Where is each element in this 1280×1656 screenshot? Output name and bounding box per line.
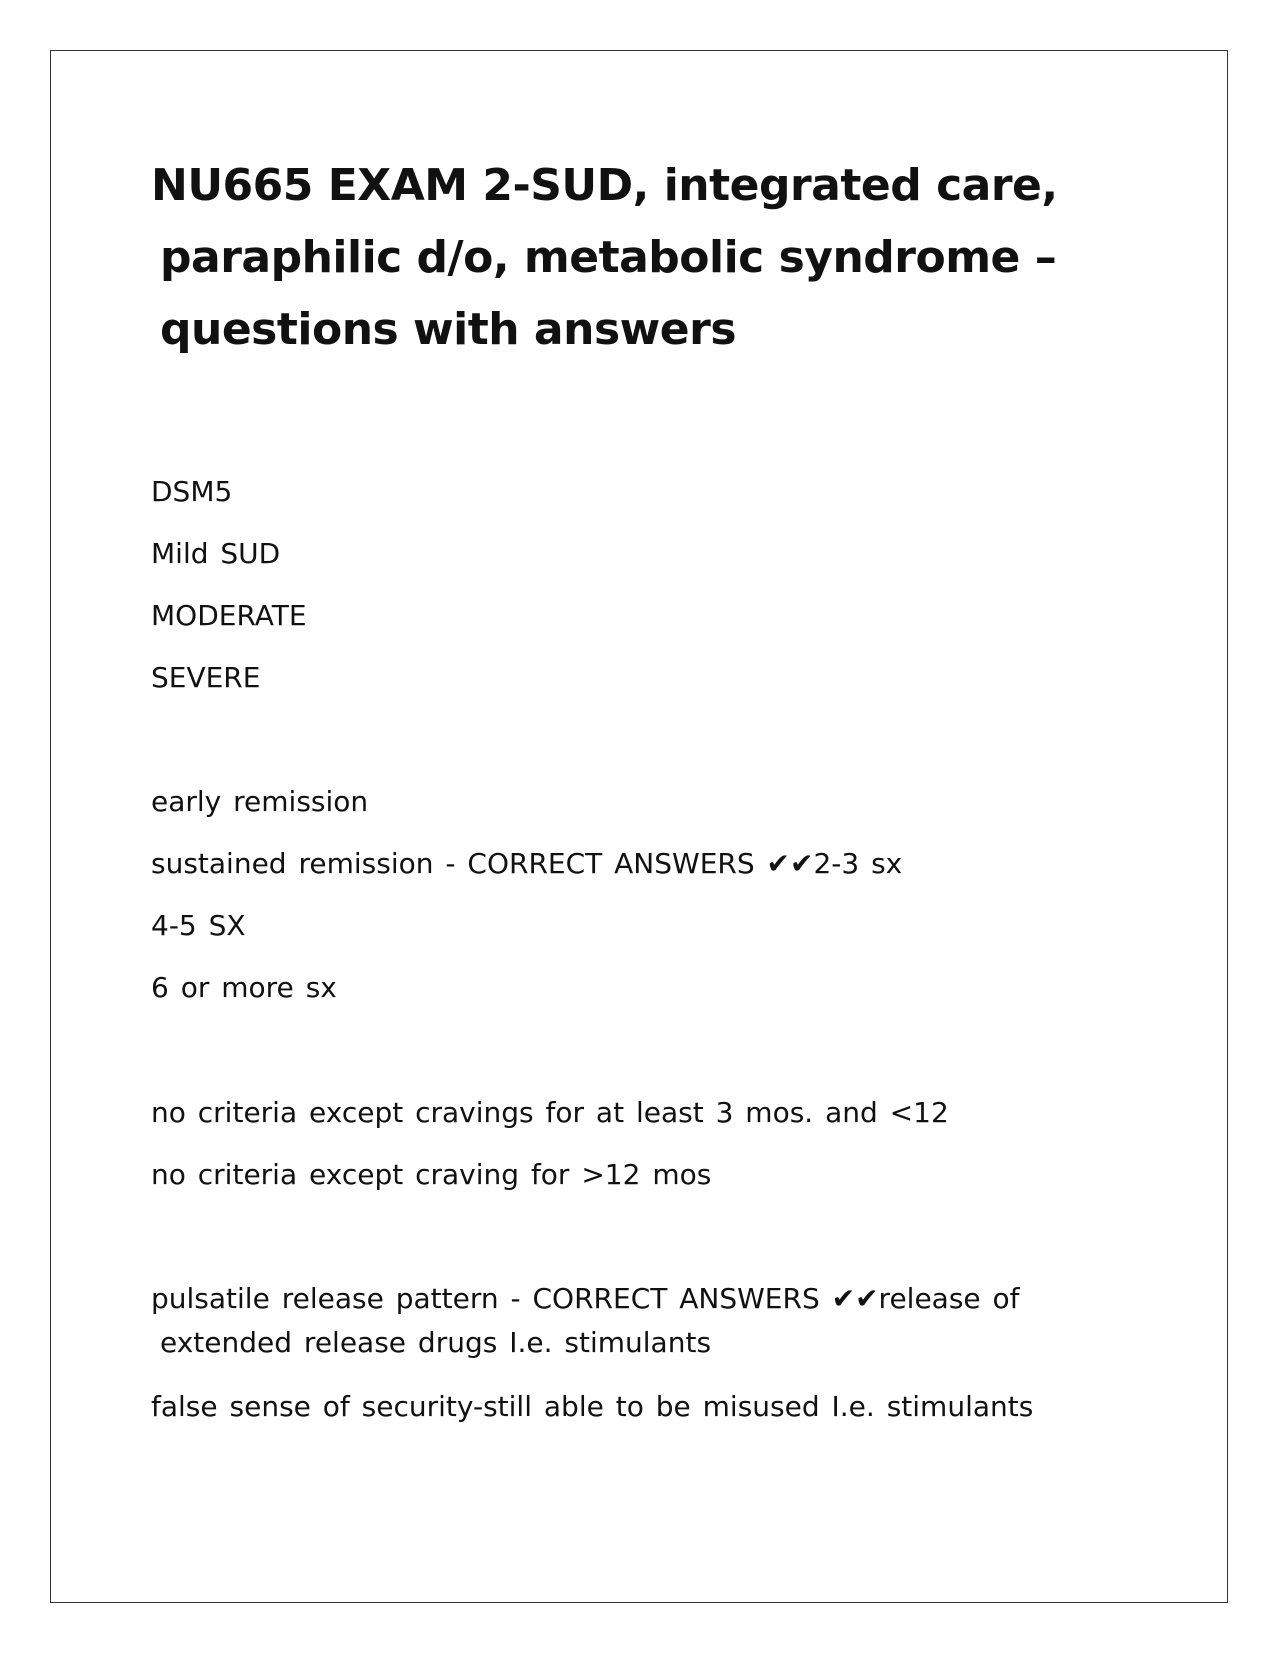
title-line-3: questions with answers [160,304,737,355]
document-title [151,150,1058,366]
text-line-early-remission: early remission [151,785,369,818]
title-line-2: paraphilic d/o, metabolic syndrome – [160,232,1057,283]
text-line-severe: SEVERE [151,661,261,694]
text-line-craving-12: no criteria except craving for >12 mos [151,1158,712,1191]
text-line-moderate: MODERATE [151,599,307,632]
title-line-1: NU665 EXAM 2-SUD, integrated care, [151,160,1058,211]
pulsatile-line-2: extended release drugs I.e. stimulants [160,1326,712,1359]
text-line-cravings-3-12: no criteria except cravings for at least 3 mos. and <12 [151,1096,949,1129]
text-line-sustained-remission: sustained remission - CORRECT ANSWERS ✔✔2-3 sx [151,847,903,880]
text-paragraph-pulsatile [151,1277,1020,1365]
pulsatile-line-1: pulsatile release pattern - CORRECT ANSWERS ✔✔release of [151,1282,1020,1315]
text-line-6-or-more: 6 or more sx [151,971,337,1004]
text-line-false-sense: false sense of security-still able to be misused I.e. stimulants [151,1390,1034,1423]
text-line-dsm5: DSM5 [151,475,233,508]
text-line-mild-sud: Mild SUD [151,537,281,570]
text-line-4-5-sx: 4-5 SX [151,909,246,942]
